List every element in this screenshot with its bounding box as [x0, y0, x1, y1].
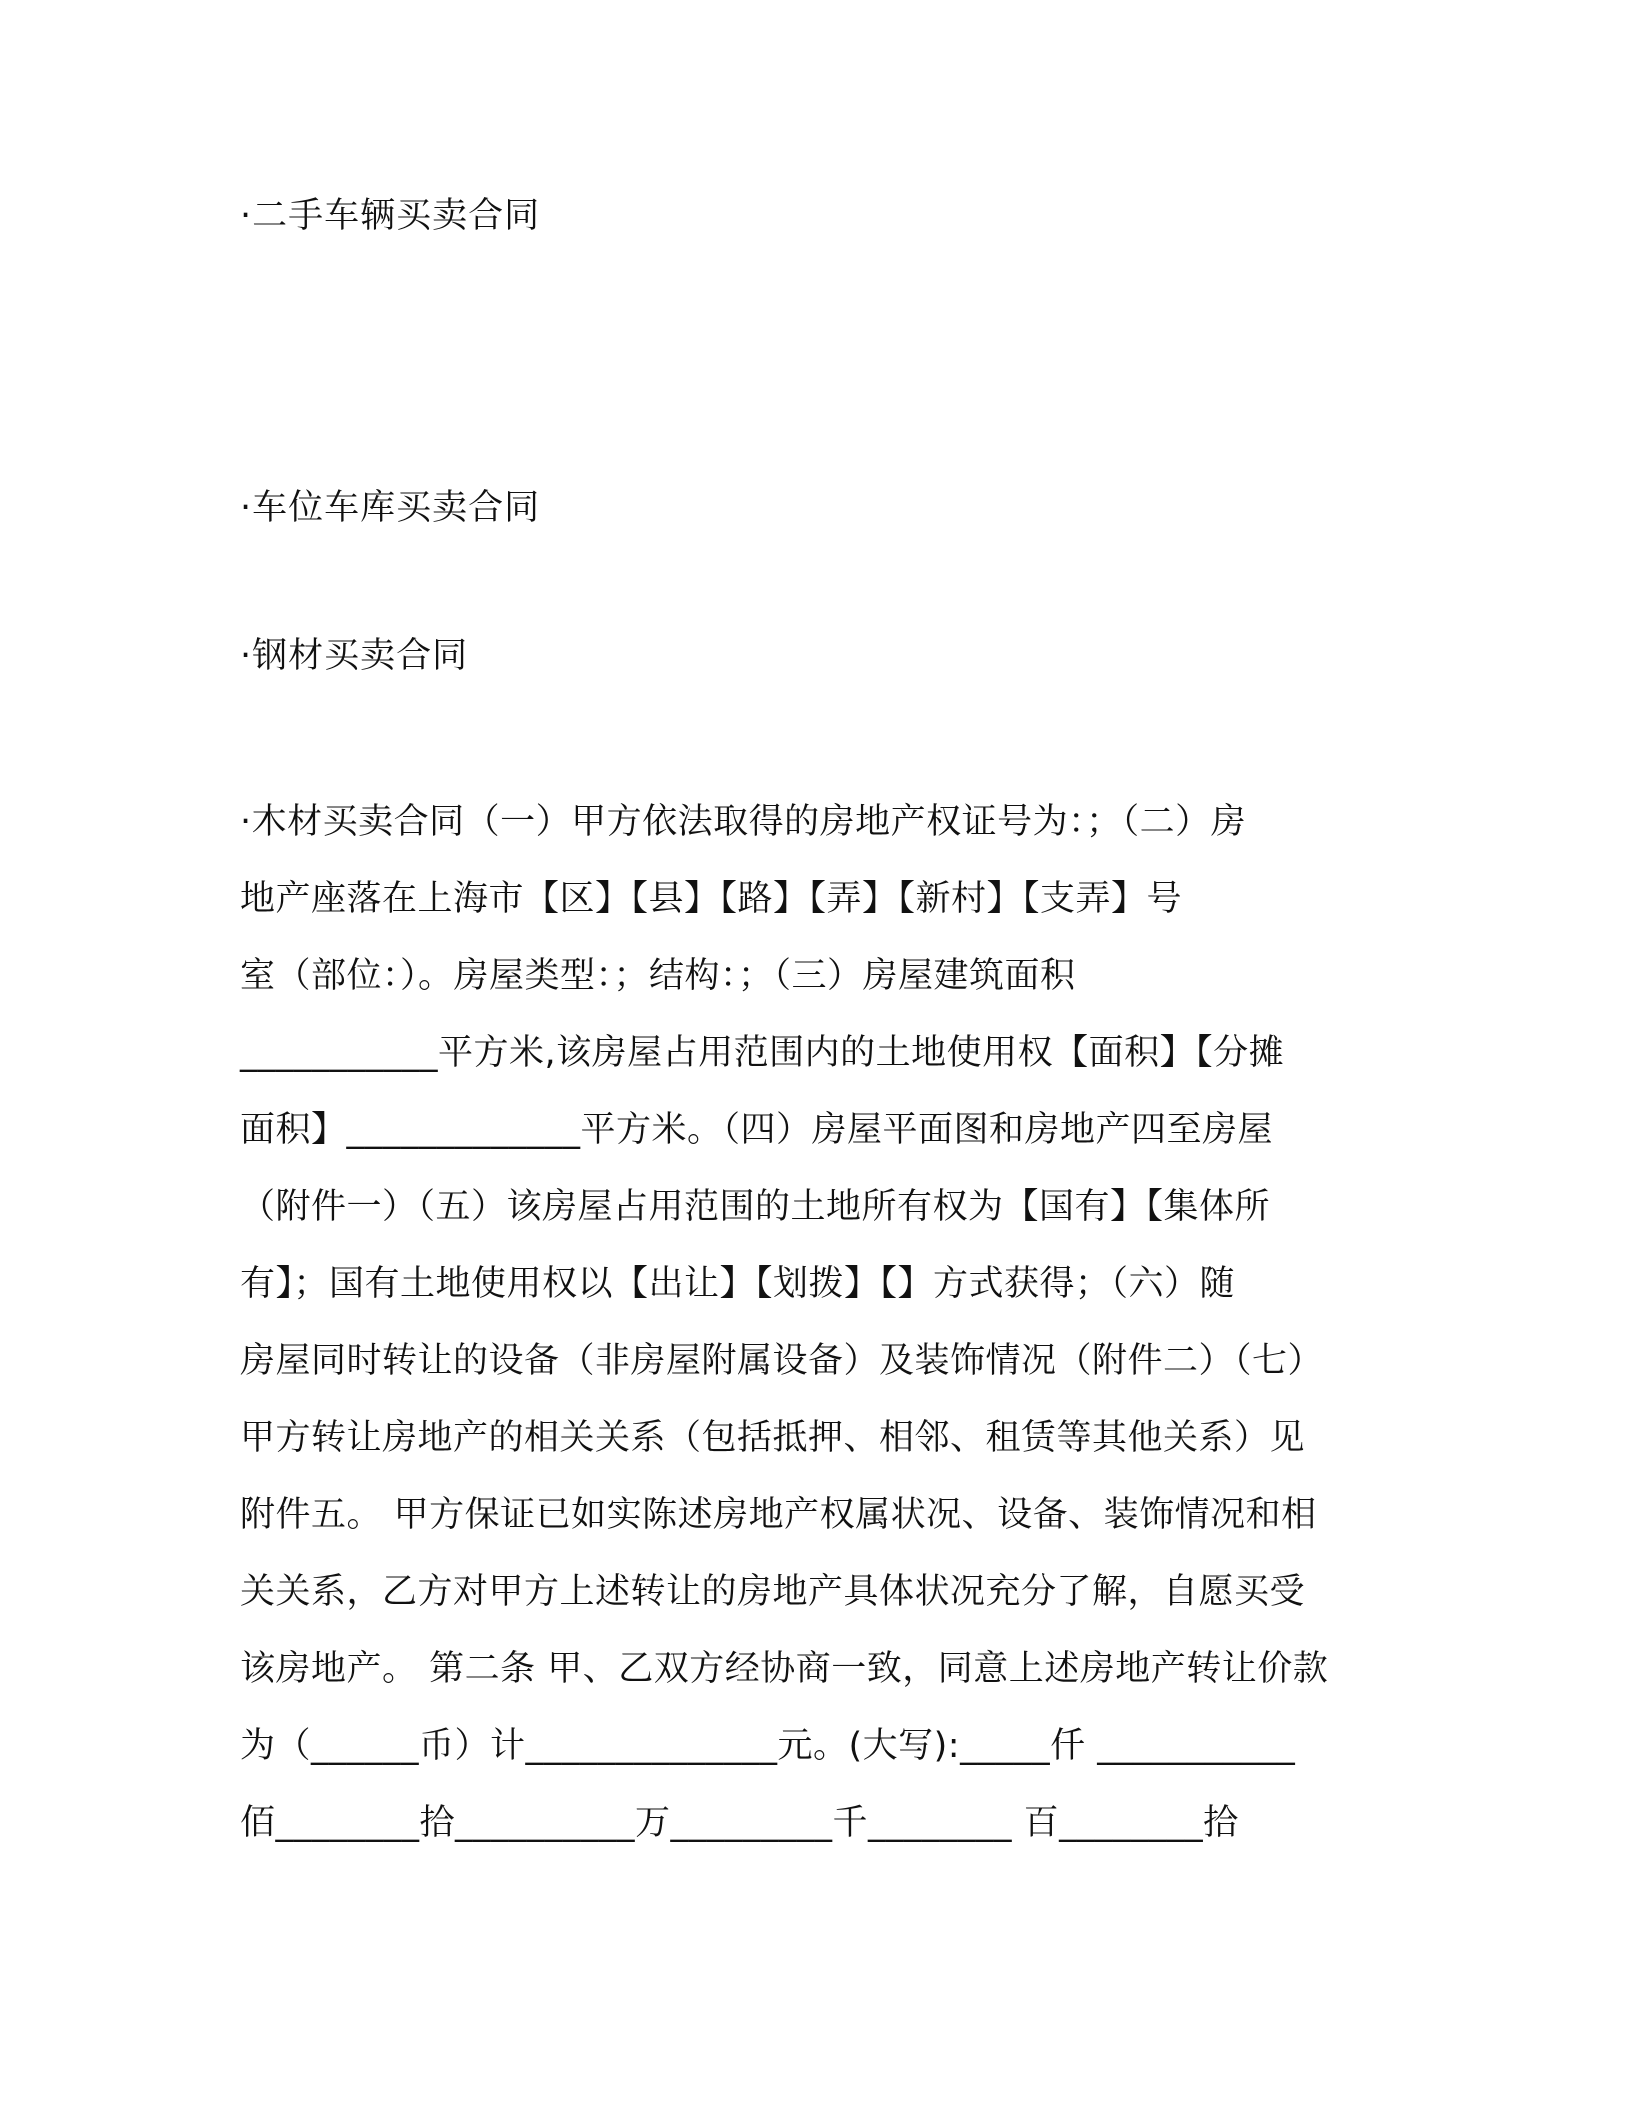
body-line: 甲方转让房地产的相关关系（包括抵押、相邻、租赁等其他关系）见 — [240, 1418, 1306, 1458]
body-line: 附件五。 甲方保证已如实陈述房地产权属状况、设备、装饰情况和相 — [240, 1495, 1317, 1535]
body-line: 为（______币）计______________元。(大写):_____仟 ___________ — [240, 1726, 1296, 1766]
list-item-steel-contract: ·钢材买卖合同 — [240, 636, 469, 676]
body-line: 面积】_____________平方米。（四）房屋平面图和房地产四至房屋 — [240, 1110, 1274, 1150]
body-line: 地产座落在上海市【区】【县】【路】【弄】【新村】【支弄】号 — [240, 879, 1183, 919]
body-line: ·木材买卖合同（一）甲方依法取得的房地产权证号为：；（二）房 — [240, 802, 1247, 842]
body-line: 关关系，乙方对甲方上述转让的房地产具体状况充分了解，自愿买受 — [240, 1572, 1306, 1612]
contract-body — [240, 784, 1390, 1862]
body-line: ___________平方米,该房屋占用范围内的土地使用权【面积】【分摊 — [240, 1033, 1285, 1073]
body-line: （附件一）（五）该房屋占用范围的土地所有权为【国有】【集体所 — [240, 1187, 1271, 1227]
list-item-used-car-contract: ·二手车辆买卖合同 — [240, 196, 541, 236]
body-line: 室（部位：）。房屋类型：；结构：；（三）房屋建筑面积 — [240, 956, 1076, 996]
list-item-parking-garage-contract: ·车位车库买卖合同 — [240, 488, 541, 528]
body-line: 该房地产。 第二条 甲、乙双方经协商一致，同意上述房地产转让价款 — [240, 1649, 1329, 1689]
body-line: 有】；国有土地使用权以【出让】【划拨】【】方式获得；（六）随 — [240, 1264, 1236, 1304]
body-line: 房屋同时转让的设备（非房屋附属设备）及装饰情况（附件二）（七） — [240, 1341, 1324, 1381]
body-line: 佰________拾__________万_________千________ 百________拾 — [240, 1803, 1239, 1843]
